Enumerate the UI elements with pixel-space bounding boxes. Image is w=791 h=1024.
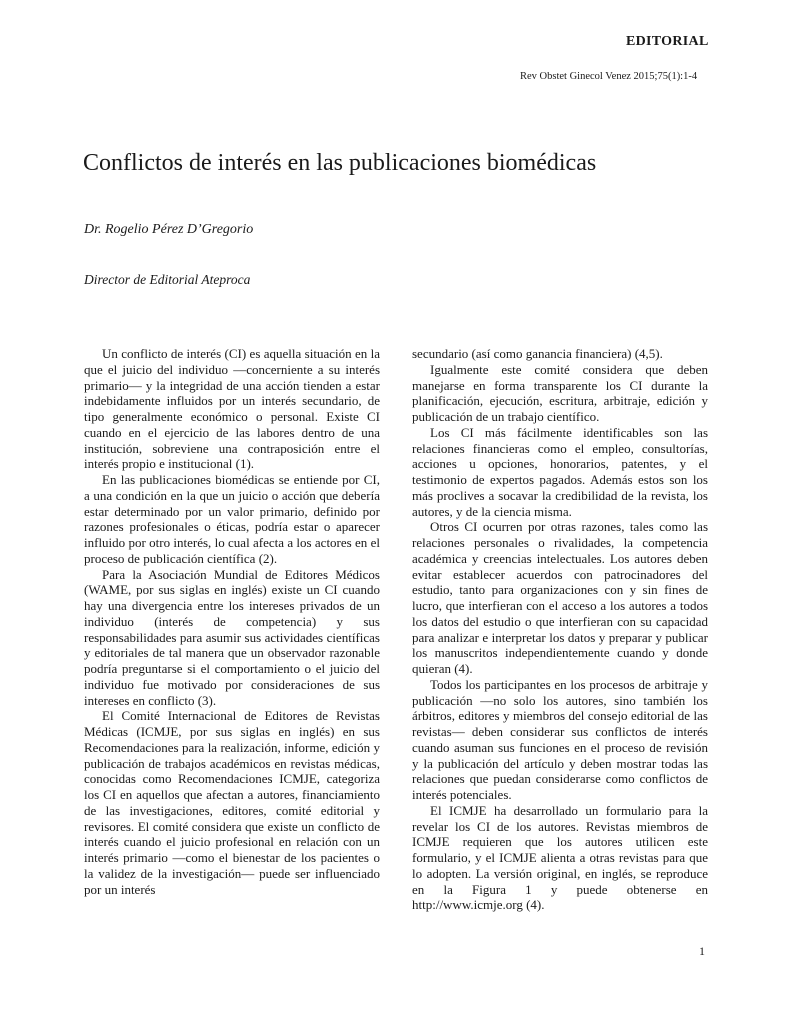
article-title: Conflictos de interés en las publicaciones biomédicas [83, 150, 597, 176]
author-name: Dr. Rogelio Pérez D’Gregorio [84, 222, 254, 237]
paragraph: Los CI más fácilmente identificables son las relaciones financieras como el empleo, consultorías, acciones u opciones, honorarios, patentes, y el testimonio de expertos pagados. Además estos son los más proclives a socavar la credibilidad de la revista, los autores, y de la ciencia misma. [412, 424, 708, 519]
journal-citation: Rev Obstet Ginecol Venez 2015;75(1):1-4 [520, 71, 698, 82]
paragraph: Otros CI ocurren por otras razones, tales como las relaciones personales o rivalidades, la competencia académica y creencias intelectuales. Los autores deben evitar establecer acuerdos con patrocinadores del estudio, tanto para organizaciones con y sin fines de lucro, que interfieran con el acceso a los autores a todos los datos del estudio o que interfieran con su capacidad para analizar e interpretar los datos y preparar y publicar los manuscritos independientemente cuando y donde quieran (4). [412, 519, 708, 676]
paragraph-continuation: secundario (así como ganancia financiera) (4,5). [412, 346, 663, 361]
section-label: EDITORIAL [626, 34, 709, 49]
paragraph: El ICMJE ha desarrollado un formulario para la revelar los CI de los autores. Revistas miembros de ICMJE requieren que los autores utilicen este formulario, y el ICMJE alienta a otras revistas para que lo adopten. La versión original, en inglés, se reproduce en la Figura 1 y puede obtenerse en http://www.icmje.org (4). [412, 802, 708, 913]
paragraph: Todos los participantes en los procesos de arbitraje y publicación —no solo los autores, sino también los árbitros, editores y miembros del consejo editorial de las revistas— deben considerar sus conflictos de interés cuando asuman sus funciones en el proceso de revisión y la publicación del artículo y deben mostrar todas las relaciones que puedan considerarse como conflictos de interés potenciales. [412, 676, 708, 802]
author-affiliation: Director de Editorial Ateproca [84, 272, 251, 287]
paragraph: Para la Asociación Mundial de Editores Médicos (WAME, por sus siglas en inglés) existe un CI cuando hay una divergencia entre los intereses privados de un individuo (interés de competencia) y sus responsabilidades para asumir sus actividades científicas y editoriales de tal manera que un observador razonable podría preguntarse si el comportamiento o el juicio del individuo fue motivado por consideraciones de sus intereses en conflicto (3). [84, 566, 380, 708]
body-column-left [84, 346, 380, 897]
paragraph: En las publicaciones biomédicas se entiende por CI, a una condición en la que un juicio o acción que debería estar determinado por un valor primario, definido por razones profesionales o éticas, podría estar o aparecer influido por otro interés, lo cual afecta a los actores en el proceso de publicación científica (2). [84, 472, 380, 566]
body-column-right [412, 346, 708, 913]
paragraph: Un conflicto de interés (CI) es aquella situación en la que el juicio del individuo —concerniente a su interés primario— y la integridad de una acción tienden a estar indebidamente influidos por un interés secundario, de tipo generalmente económico o personal. Existe CI cuando en el ejercicio de las labores dentro de una institución, sobreviene una contraposición entre el interés propio e institucional (1). [84, 346, 380, 472]
page-number: 1 [699, 944, 705, 958]
paragraph: El Comité Internacional de Editores de Revistas Médicas (ICMJE, por sus siglas en inglés) en sus Recomendaciones para la realización, informe, edición y publicación de trabajos académicos en revistas médicas, conocidas como Recomendaciones ICMJE, categoriza los CI en aquellos que afectan a autores, financiamiento de las investigaciones, editores, comité editorial y revisores. El comité considera que existe un conflicto de interés cuando el juicio profesional en relación con un interés primario —como el bienestar de los pacientes o la validez de la investigación— puede ser influenciado por un interés [84, 708, 380, 897]
paragraph: Igualmente este comité considera que deben manejarse en forma transparente los CI durante la planificación, ejecución, escritura, arbitraje, edición y publicación de un trabajo científico. [412, 361, 708, 424]
